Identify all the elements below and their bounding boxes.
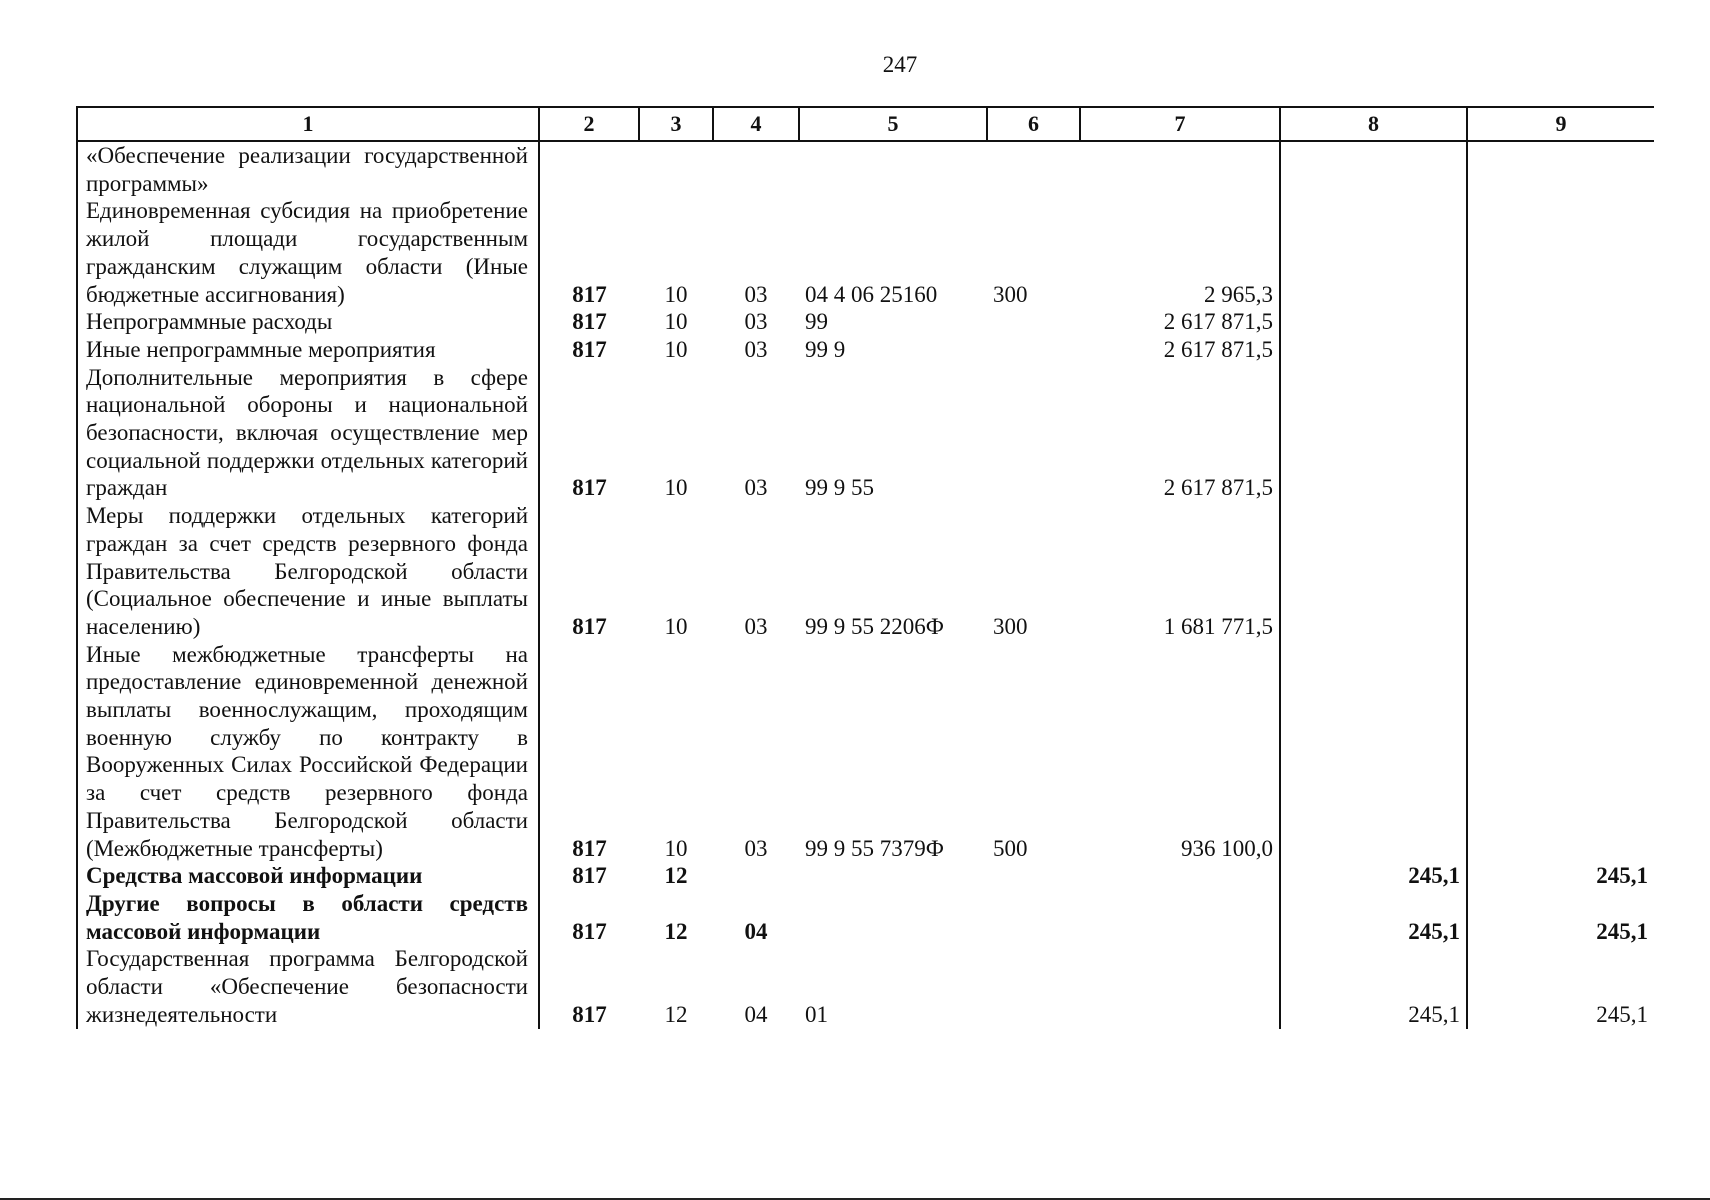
cell-col2: 817 [572, 475, 607, 501]
row-name: Иные непрограммные мероприятия [77, 336, 539, 364]
cell-col4 [713, 141, 799, 197]
row-name: Другие вопросы в области средств массовой информации [77, 890, 539, 945]
cell-col4: 03 [744, 835, 768, 861]
cell-col2: 817 [572, 918, 607, 944]
cell-col2: 817 [572, 1001, 607, 1027]
cell-col6 [987, 862, 1080, 890]
column-header-7: 7 [1080, 107, 1280, 141]
column-header-3: 3 [639, 107, 713, 141]
cell-col3: 10 [664, 835, 688, 861]
table-row [77, 862, 1654, 890]
cell-col5: 99 9 [805, 336, 846, 362]
cell-col2: 817 [572, 281, 607, 307]
cell-col7: 2 617 871,5 [1163, 336, 1273, 362]
cell-col3: 10 [664, 281, 688, 307]
header-row [77, 107, 1654, 141]
cell-col6: 500 [993, 835, 1028, 861]
table-row [77, 502, 1654, 641]
cell-col3: 10 [664, 309, 688, 335]
budget-table-container [76, 106, 1654, 1105]
row-name: Дополнительные мероприятия в сфере национальной обороны и национальной безопасности, включая осуществление мер социальной поддержки отдельных категорий граждан [77, 364, 539, 503]
table-row [77, 197, 1654, 308]
column-header-9: 9 [1467, 107, 1654, 141]
cell-col7: 936 100,0 [1181, 835, 1273, 861]
cell-col2 [539, 141, 639, 197]
row-name: Средства массовой информации [77, 862, 539, 890]
cell-col9 [1467, 336, 1654, 364]
cell-col5: 99 [805, 309, 828, 335]
cell-col9: 245,1 [1467, 890, 1654, 945]
cell-col5 [799, 862, 987, 890]
cell-col8 [1280, 641, 1467, 863]
cell-col8: 245,1 [1280, 890, 1467, 945]
cell-col6 [987, 890, 1080, 945]
table-row [77, 890, 1654, 945]
table-row [77, 141, 1654, 197]
cell-col9 [1467, 197, 1654, 308]
cell-col6 [987, 364, 1080, 503]
cell-col6: 300 [993, 281, 1028, 307]
cell-col3: 12 [664, 1001, 688, 1027]
cell-col4: 03 [744, 475, 768, 501]
cell-col4: 03 [744, 336, 768, 362]
cell-col5 [799, 141, 987, 197]
cell-col2: 817 [572, 863, 607, 889]
cell-col8: 245,1 [1280, 862, 1467, 890]
cell-col4: 03 [744, 281, 768, 307]
cell-col3: 12 [664, 863, 688, 889]
cell-col7: 1 681 771,5 [1163, 613, 1273, 639]
table-row [77, 364, 1654, 503]
column-header-6: 6 [987, 107, 1080, 141]
cell-col5: 99 9 55 7379Ф [805, 835, 944, 861]
cell-col8 [1280, 308, 1467, 336]
cell-col3: 10 [664, 475, 688, 501]
column-header-4: 4 [713, 107, 799, 141]
budget-table [76, 106, 1654, 1029]
cell-col3 [639, 141, 713, 197]
cell-col6 [987, 141, 1080, 197]
cell-col9 [1467, 641, 1654, 863]
cell-col8 [1280, 141, 1467, 197]
cell-col9 [1467, 308, 1654, 336]
cell-col5: 99 9 55 2206Ф [805, 613, 944, 639]
cell-col5 [799, 890, 987, 945]
cell-col9 [1467, 364, 1654, 503]
column-header-2: 2 [539, 107, 639, 141]
table-row [77, 336, 1654, 364]
cell-col5: 01 [805, 1001, 828, 1027]
cell-col7: 2 617 871,5 [1163, 475, 1273, 501]
cell-col9: 245,1 [1467, 862, 1654, 890]
row-name: Меры поддержки отдельных категорий граждан за счет средств резервного фонда Правительства Белгородской области (Социальное обеспечение и иные выплаты населению) [77, 502, 539, 641]
cell-col6: 300 [993, 613, 1028, 639]
cell-col4: 03 [744, 309, 768, 335]
cell-col3: 12 [664, 918, 688, 944]
cell-col9 [1467, 141, 1654, 197]
cell-col9 [1467, 502, 1654, 641]
cell-col8 [1280, 364, 1467, 503]
cell-col6 [987, 945, 1080, 1028]
cell-col6 [987, 308, 1080, 336]
row-name: «Обеспечение реализации государственной программы» [77, 141, 539, 197]
table-row [77, 641, 1654, 863]
cell-col7: 2 617 871,5 [1163, 309, 1273, 335]
column-header-1: 1 [77, 107, 539, 141]
cell-col4: 03 [744, 613, 768, 639]
row-name: Государственная программа Белгородской области «Обеспечение безопасности жизнедеятельности [77, 945, 539, 1028]
cell-col5: 99 9 55 [805, 475, 874, 501]
cell-col8: 245,1 [1280, 945, 1467, 1028]
cell-col4 [713, 862, 799, 890]
cell-col8 [1280, 197, 1467, 308]
page-number: 247 [882, 52, 918, 77]
cell-col2: 817 [572, 613, 607, 639]
row-name: Непрограммные расходы [77, 308, 539, 336]
table-row [77, 945, 1654, 1028]
cell-col2: 817 [572, 835, 607, 861]
cell-col3: 10 [664, 336, 688, 362]
cell-col2: 817 [572, 309, 607, 335]
column-header-8: 8 [1280, 107, 1467, 141]
cell-col3: 10 [664, 613, 688, 639]
cell-col7 [1080, 945, 1280, 1028]
cell-col2: 817 [572, 336, 607, 362]
row-name: Единовременная субсидия на приобретение жилой площади государственным гражданским служащим области (Иные бюджетные ассигнования) [77, 197, 539, 308]
cell-col9: 245,1 [1467, 945, 1654, 1028]
cell-col5: 04 4 06 25160 [805, 281, 938, 307]
cell-col6 [987, 336, 1080, 364]
cell-col7 [1080, 141, 1280, 197]
cell-col4: 04 [744, 918, 768, 944]
cell-col7: 2 965,3 [1204, 281, 1273, 307]
cell-col4: 04 [744, 1001, 768, 1027]
cell-col8 [1280, 336, 1467, 364]
table-row [77, 308, 1654, 336]
cell-col8 [1280, 502, 1467, 641]
cell-col7 [1080, 862, 1280, 890]
cell-col7 [1080, 890, 1280, 945]
column-header-5: 5 [799, 107, 987, 141]
row-name: Иные межбюджетные трансферты на предоставление единовременной денежной выплаты военнослужащим, проходящим военную службу по контракту в Вооруженных Силах Российской Федерации за счет средств резервного фонда Правительства Белгородской области (Межбюджетные трансферты) [77, 641, 539, 863]
